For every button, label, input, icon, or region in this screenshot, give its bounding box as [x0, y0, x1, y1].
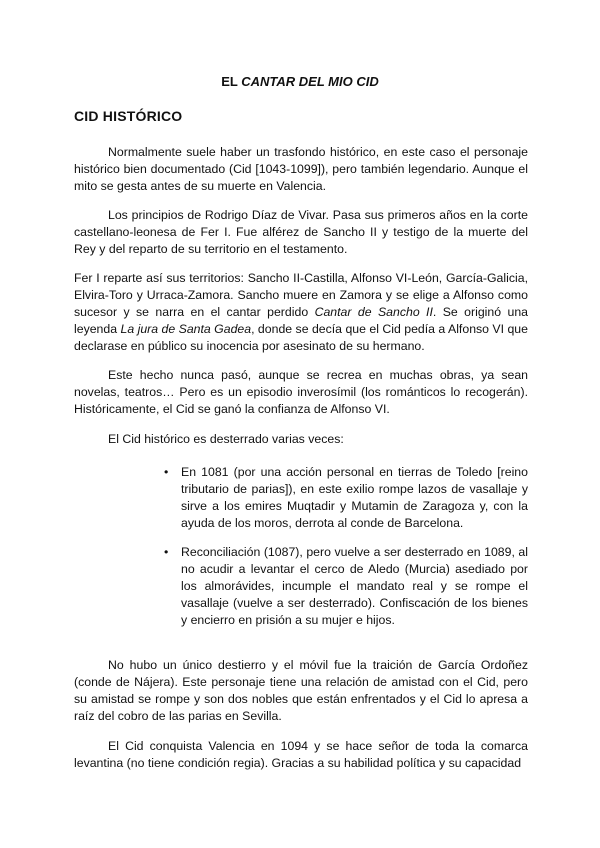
bullet-marker: •: [164, 545, 169, 559]
section-heading: CID HISTÓRICO: [74, 108, 183, 124]
jura-santa-gadea-title: La jura de Santa Gadea: [120, 322, 252, 336]
bullet-item: [164, 464, 528, 532]
paragraph-3-part-c: . Se originó una leyenda: [74, 305, 528, 336]
title-prefix: EL: [221, 74, 242, 89]
bullet-item: [164, 544, 528, 629]
bullet-text: Reconciliación (1087), pero vuelve a ser desterrado en 1089, al no acudir a levantar el cerco de Aledo (Murcia) asediado por los almorávides, incumple el mandato real y se rompe el vasallaje (vuelve a ser desterrado). Confiscación de los bienes y encierro en prisión a su mujer e hijos.: [181, 545, 528, 627]
paragraph-6: No hubo un único destierro y el móvil fue la traición de García Ordoñez (conde de Nájera). Este personaje tiene una relación de amistad con el Cid, pero su amistad se rompe y son dos nobles que están enfrentados y el Cid lo apresa a raíz del cobro de las parias en Sevilla.: [74, 658, 528, 723]
paragraph-3-part-a: Fer I reparte así sus territorios: Sancho II-Castilla, Alfonso VI-León, García-Galicia, Elvira-Toro y Urraca-Zamora. Sancho muere en Zamora y se elige a Alfonso como sucesor y se narra en el cantar perdido: [74, 271, 528, 319]
cantar-sancho-title: Cantar de Sancho II: [314, 305, 433, 319]
paragraph-5: El Cid histórico es desterrado varias veces:: [108, 432, 344, 446]
title-italic: CANTAR DEL MIO CID: [241, 74, 379, 89]
bullet-list-2: [164, 544, 528, 629]
bullet-list: [164, 464, 528, 532]
paragraph-1: Normalmente suele haber un trasfondo histórico, en este caso el personaje histórico bien documentado (Cid [1043-1099]), pero también legendario. Aunque el mito se gesta antes de su muerte en Valencia.: [74, 145, 528, 193]
paragraph-3-part-e: , donde se decía que el Cid pedía a Alfonso VI que declarase en público su inocencia por asesinato de su hermano.: [74, 322, 528, 353]
bullet-marker: •: [164, 465, 169, 479]
bullet-text: En 1081 (por una acción personal en tierras de Toledo [reino tributario de parias]), en este exilio rompe lazos de vasallaje y sirve a los emires Muqtadir y Mutamin de Zaragoza y, con la ayuda de los moros, derrota al conde de Barcelona.: [181, 465, 528, 530]
document-title: [0, 74, 600, 89]
paragraph-2: Los principios de Rodrigo Díaz de Vivar. Pasa sus primeros años en la corte castellano-leonesa de Fer I. Fue alférez de Sancho II y testigo de la muerte del Rey y del reparto de su territorio en el testamento.: [74, 208, 528, 256]
paragraph-4: Este hecho nunca pasó, aunque se recrea en muchas obras, ya sean novelas, teatros… Pero es un episodio inverosímil (los románticos lo recogerán). Históricamente, el Cid se ganó la confianza de Alfonso VI.: [74, 368, 528, 416]
paragraph-3: [74, 270, 528, 355]
paragraph-7: El Cid conquista Valencia en 1094 y se hace señor de toda la comarca levantina (no tiene condición regia). Gracias a su habilidad política y su capacidad: [74, 739, 528, 770]
